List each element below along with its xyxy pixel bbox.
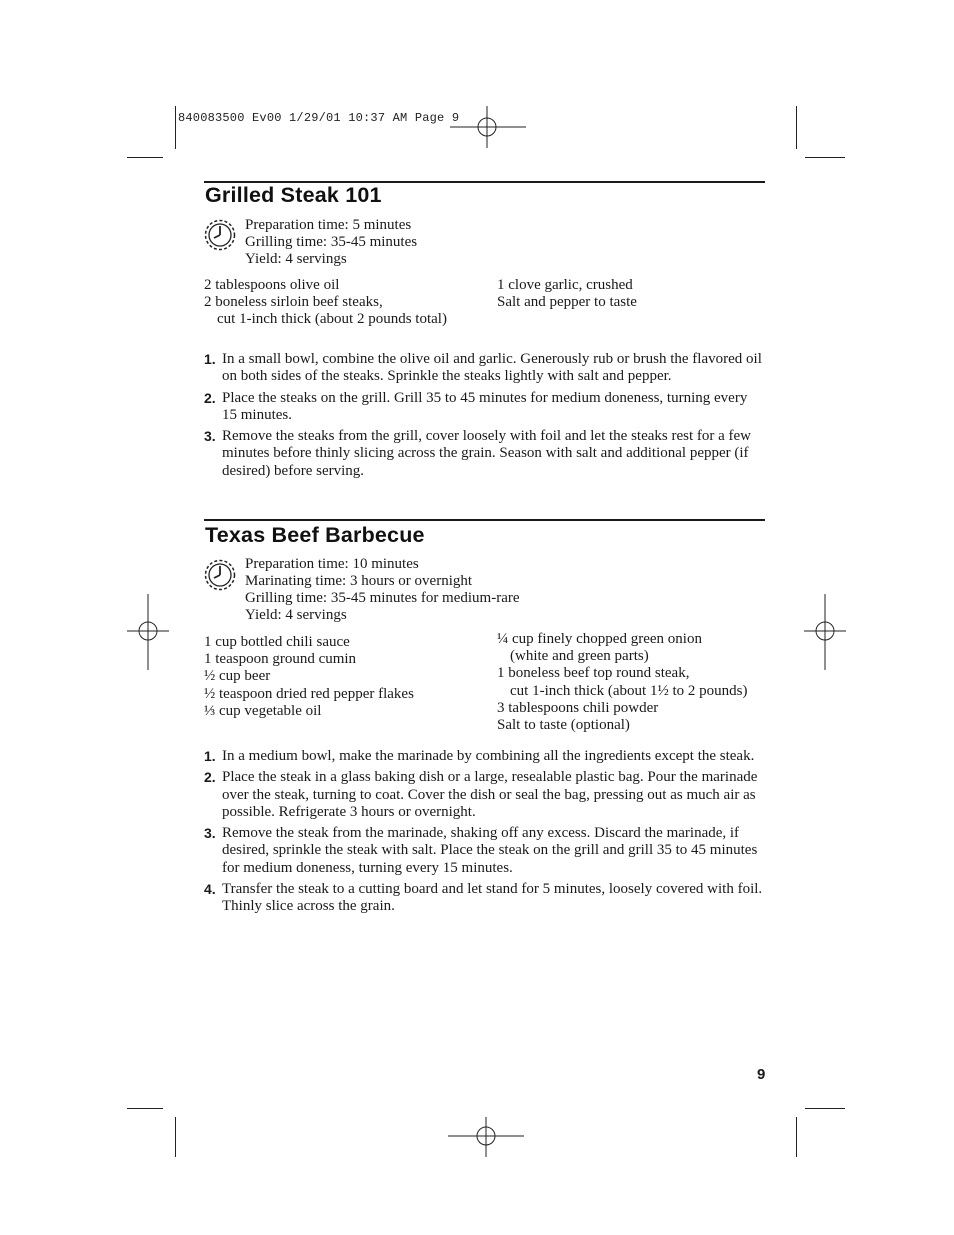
ingredient: cut 1-inch thick (about 2 pounds total) [217,311,447,328]
ingredient: ¼ cup finely chopped green onion [497,631,702,647]
section-rule [204,519,765,521]
step-number: 1. [204,748,216,764]
step-item [204,390,764,425]
crop-mark-top-right-vertical [796,106,797,149]
registration-mark-icon [127,594,169,670]
step-item [204,748,764,765]
step-text: In a small bowl, combine the olive oil and garlic. Generously rub or brush the flavored oil on both sides of the steaks. Sprinkle the steaks lightly with salt and pepper. [222,351,762,385]
step-item [204,351,764,386]
step-text: Place the steak in a glass baking dish or a large, resealable plastic bag. Pour the marinade over the steak, turning to coat. Cover the dish or seal the bag, pressing out as much air as possible. Refrigerate 3 hours or overnight. [222,769,758,820]
step-number: 2. [204,769,216,786]
step-item [204,769,764,821]
ingredients-right [497,631,747,734]
recipe-meta [245,217,417,268]
printer-slug: 840083500 Ev00 1/29/01 10:37 AM Page 9 [178,111,460,125]
registration-mark-icon [448,1117,524,1157]
ingredients-right [497,277,637,311]
step-item [204,881,764,916]
step-text: Transfer the steak to a cutting board and let stand for 5 minutes, loosely covered with foil. Thinly slice across the grain. [222,881,763,915]
ingredient: 1 teaspoon ground cumin [204,651,357,668]
yield: Yield: 4 servings [245,607,347,623]
step-text: Remove the steaks from the grill, cover loosely with foil and let the steaks rest for a few minutes before thinly slicing across the grain. Season with salt and additional pepper (if desired) before serving. [222,428,752,479]
ingredient: 3 tablespoons chili powder [497,699,659,716]
clock-icon [202,557,238,593]
recipe-title: Grilled Steak 101 [205,183,382,207]
ingredient: 1 cup bottled chili sauce [204,634,350,650]
step-item [204,428,764,480]
step-number: 1. [204,351,216,367]
recipe-steps [204,748,764,920]
step-item [204,825,764,877]
step-number: 3. [204,825,216,842]
ingredient: 2 boneless sirloin beef steaks, [204,294,383,311]
crop-mark-bottom-left-horizontal [127,1108,163,1109]
crop-mark-top-right-horizontal [805,157,845,158]
step-number: 4. [204,881,216,898]
ingredient: Salt to taste (optional) [497,717,630,734]
ingredient: 2 tablespoons olive oil [204,277,340,293]
crop-mark-bottom-right-horizontal [805,1108,845,1109]
recipe-meta [245,556,520,624]
ingredient: ½ teaspoon dried red pepper flakes [204,685,414,702]
recipe-steps [204,351,764,484]
ingredient: ½ cup beer [204,668,271,685]
step-number: 3. [204,428,216,445]
ingredient: ⅓ cup vegetable oil [204,702,322,719]
ingredient: 1 boneless beef top round steak, [497,665,690,682]
page-number: 9 [757,1066,766,1083]
clock-icon [202,217,238,253]
step-text: In a medium bowl, make the marinade by combining all the ingredients except the steak. [222,748,755,764]
step-text: Place the steaks on the grill. Grill 35 to 45 minutes for medium doneness, turning every 15 minutes. [222,389,748,423]
prep-time: Preparation time: 5 minutes [245,217,412,233]
crop-mark-top-left-vertical [175,106,176,149]
grill-time: Grilling time: 35-45 minutes [245,234,418,250]
grill-time: Grilling time: 35-45 minutes for medium-rare [245,590,520,606]
ingredients-left [204,634,414,720]
registration-mark-icon [450,106,526,148]
marinate-time: Marinating time: 3 hours or overnight [245,573,473,589]
ingredient: Salt and pepper to taste [497,294,637,311]
step-number: 2. [204,389,216,406]
ingredient: (white and green parts) [510,648,649,665]
ingredient: 1 clove garlic, crushed [497,277,633,293]
prep-time: Preparation time: 10 minutes [245,556,419,572]
recipe-title: Texas Beef Barbecue [205,523,425,547]
ingredients-left [204,277,447,329]
crop-mark-bottom-left-vertical [175,1117,176,1157]
registration-mark-icon [804,594,846,670]
step-text: Remove the steak from the marinade, shaking off any excess. Discard the marinade, if desired, sprinkle the steak with salt. Place the steak on the grill and grill 35 to 45 minutes for medium doneness, turning every 15 minutes. [222,825,758,876]
crop-mark-bottom-right-vertical [796,1117,797,1157]
crop-mark-top-left-horizontal [127,157,163,158]
ingredient: cut 1-inch thick (about 1½ to 2 pounds) [510,682,748,699]
yield: Yield: 4 servings [245,251,347,267]
